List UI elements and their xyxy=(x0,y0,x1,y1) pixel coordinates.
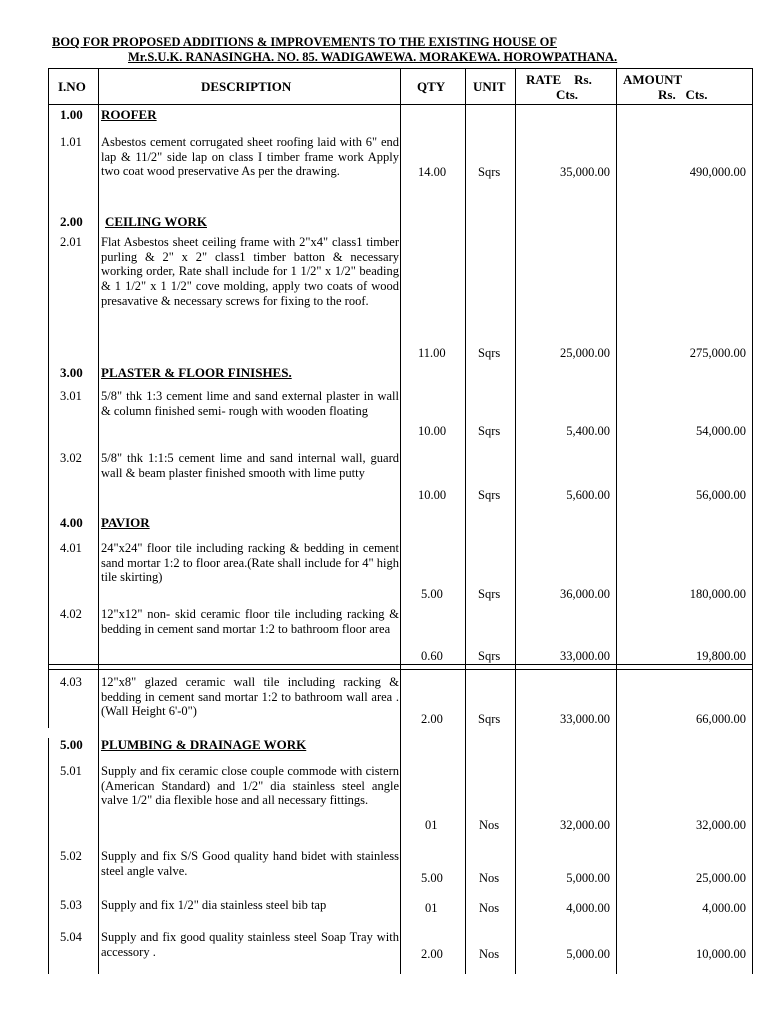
item-description: Asbestos cement corrugated sheet roofing laid with 6" end lap & 11/2" side lap on class I timber frame work Apply two coat wood preservative As per the drawing. xyxy=(101,135,399,179)
col-line-left xyxy=(48,68,49,728)
section-no: 3.00 xyxy=(60,365,83,380)
item-description: Supply and fix good quality stainless steel Soap Tray with accessory . xyxy=(101,930,399,959)
header-qty: QTY xyxy=(417,79,446,94)
section-no: 2.00 xyxy=(60,214,83,229)
item-rate: 5,600.00 xyxy=(566,488,610,502)
header-rate: RATE Rs. xyxy=(526,72,592,87)
section-title: PLASTER & FLOOR FINISHES. xyxy=(101,365,292,380)
item-qty: 10.00 xyxy=(418,424,447,438)
item-description: 24"x24" floor tile including racking & bedding in cement sand mortar 1:2 to floor area.(Rate shall include for 4" high tile skirting) xyxy=(101,541,399,585)
document-title-line-2: Mr.S.U.K. RANASINGHA. NO. 85. WADIGAWEWA. MORAKEWA. HOROWPATHANA. xyxy=(128,50,618,64)
item-qty: 2.00 xyxy=(421,947,443,961)
item-no: 3.01 xyxy=(60,389,82,403)
header-amount-rs-cts: Rs. Cts. xyxy=(658,87,708,102)
header-rate-cts: Cts. xyxy=(556,87,579,102)
col-line-qty-unit xyxy=(465,68,466,974)
item-rate: 36,000.00 xyxy=(560,587,610,601)
col-line-desc-qty xyxy=(400,68,401,974)
document-title-line-1: BOQ FOR PROPOSED ADDITIONS & IMPROVEMENTS TO THE EXISTING HOUSE OF xyxy=(52,35,557,49)
item-amount: 4,000.00 xyxy=(702,901,746,915)
item-description: Supply and fix 1/2" dia stainless steel bib tap xyxy=(101,898,327,912)
item-unit: Nos xyxy=(479,947,500,961)
item-amount: 32,000.00 xyxy=(696,818,746,832)
col-line-left-lower xyxy=(48,738,49,974)
item-rate: 5,400.00 xyxy=(566,424,610,438)
item-description: Supply and fix ceramic close couple commode with cistern (American Standard) and 1/2" dia stainless steel angle valve 1/2" dia flexible hose and all necessary fittings. xyxy=(101,764,399,808)
item-amount: 25,000.00 xyxy=(696,871,746,885)
item-rate: 35,000.00 xyxy=(560,165,610,179)
section-no: 1.00 xyxy=(60,107,83,122)
item-no: 5.02 xyxy=(60,849,82,863)
col-line-rate-amount xyxy=(616,68,617,974)
item-qty: 2.00 xyxy=(421,712,443,726)
item-no: 4.02 xyxy=(60,607,82,621)
item-amount: 56,000.00 xyxy=(696,488,746,502)
section-title: PAVIOR xyxy=(101,515,150,530)
item-no: 3.02 xyxy=(60,451,82,465)
item-no: 5.04 xyxy=(60,930,82,944)
section-no: 5.00 xyxy=(60,737,83,752)
col-line-right xyxy=(752,68,753,974)
item-amount: 490,000.00 xyxy=(689,165,746,179)
item-qty: 0.60 xyxy=(421,649,443,663)
item-description: 12"x12" non- skid ceramic floor tile including racking & bedding in cement sand mortar 1:2 to bathroom floor area xyxy=(101,607,399,636)
col-line-unit-rate xyxy=(515,68,516,974)
item-amount: 10,000.00 xyxy=(696,947,746,961)
col-line-no-desc xyxy=(98,68,99,974)
item-description: 12"x8" glazed ceramic wall tile including racking & bedding in cement sand mortar 1:2 to bathroom wall area .(Wall Height 6'-0") xyxy=(101,675,399,719)
item-unit: Sqrs xyxy=(478,587,501,601)
item-no: 4.01 xyxy=(60,541,82,555)
section-title: CEILING WORK xyxy=(105,214,207,229)
item-qty: 01 xyxy=(425,818,438,832)
item-unit: Sqrs xyxy=(478,712,501,726)
item-qty: 14.00 xyxy=(418,165,447,179)
item-no: 1.01 xyxy=(60,135,82,149)
item-no: 5.03 xyxy=(60,898,82,912)
item-qty: 10.00 xyxy=(418,488,447,502)
header-unit: UNIT xyxy=(473,79,506,94)
item-rate: 25,000.00 xyxy=(560,346,610,360)
item-unit: Sqrs xyxy=(478,165,501,179)
item-description: Flat Asbestos sheet ceiling frame with 2"x4" class1 timber purling & 2" x 2" class1 timber batton & necessary working order, Rate shall include for 1 1/2" x 1/2" beading & 1 1/2" x 1 1/2" cove molding, apply two coats of wood presavative & necessary screws for fixing to the roof. xyxy=(101,235,399,308)
item-unit: Sqrs xyxy=(478,649,501,663)
item-description: Supply and fix S/S Good quality hand bidet with stainless steel angle valve. xyxy=(101,849,399,878)
item-qty: 5.00 xyxy=(421,587,443,601)
item-unit: Sqrs xyxy=(478,488,501,502)
item-rate: 33,000.00 xyxy=(560,649,610,663)
item-amount: 66,000.00 xyxy=(696,712,746,726)
item-unit: Sqrs xyxy=(478,424,501,438)
section-no: 4.00 xyxy=(60,515,83,530)
item-rate: 33,000.00 xyxy=(560,712,610,726)
item-unit: Nos xyxy=(479,818,500,832)
item-amount: 19,800.00 xyxy=(696,649,746,663)
section-title: ROOFER xyxy=(101,107,157,122)
item-description: 5/8" thk 1:3 cement lime and sand external plaster in wall & column finished semi- rough with wooden floating xyxy=(101,389,399,418)
header-amount: AMOUNT xyxy=(623,72,683,87)
item-no: 2.01 xyxy=(60,235,82,249)
item-qty: 11.00 xyxy=(418,346,446,360)
item-amount: 275,000.00 xyxy=(689,346,746,360)
item-rate: 32,000.00 xyxy=(560,818,610,832)
item-unit: Nos xyxy=(479,901,500,915)
item-no: 5.01 xyxy=(60,764,82,778)
item-rate: 5,000.00 xyxy=(566,947,610,961)
item-amount: 54,000.00 xyxy=(696,424,746,438)
item-unit: Nos xyxy=(479,871,500,885)
item-qty: 5.00 xyxy=(421,871,443,885)
item-qty: 01 xyxy=(425,901,438,915)
section-title: PLUMBING & DRAINAGE WORK xyxy=(101,737,307,752)
item-rate: 5,000.00 xyxy=(566,871,610,885)
item-amount: 180,000.00 xyxy=(689,587,746,601)
item-rate: 4,000.00 xyxy=(566,901,610,915)
item-description: 5/8" thk 1:1:5 cement lime and sand internal wall, guard wall & beam plaster finished smooth with lime putty xyxy=(101,451,399,480)
header-no: I.NO xyxy=(58,79,86,94)
header-description: DESCRIPTION xyxy=(201,79,292,94)
item-unit: Sqrs xyxy=(478,346,501,360)
item-no: 4.03 xyxy=(60,675,82,689)
